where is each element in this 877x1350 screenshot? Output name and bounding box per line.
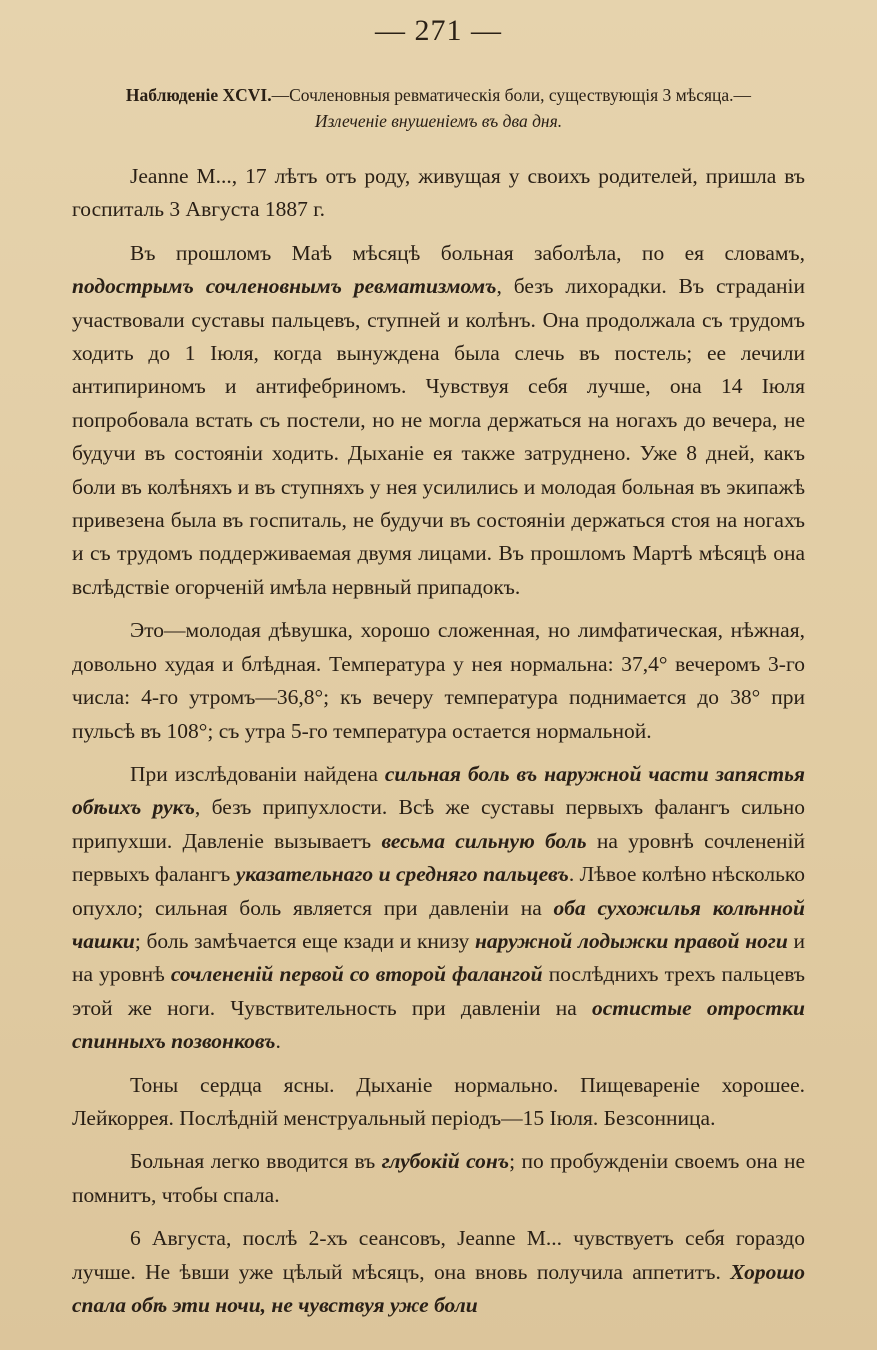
text-run: , безъ лихорадки. Въ страданіи участвовали суставы пальцевъ, ступней и колѣнъ. Она продолжала съ трудомъ ходить до 1 Іюля, когда вынуждена была слечь въ постель; ее лечили антипириномъ и антифебриномъ. Чувствуя себя лучше, она 14 Іюля попробовала встать съ постели, но не могла держаться на ногахъ до вечера, не будучи въ состояніи ходить. Дыханіе ея также затруднено. Уже 8 дней, какъ боли въ колѣняхъ и въ ступняхъ у нея усилились и молодая больная въ экипажѣ привезена была въ госпиталь, не будучи въ состояніи держаться стоя на ногахъ и съ трудомъ поддерживаемая двумя лицами. Въ прошломъ Мартѣ мѣсяцѣ она вслѣдствіе огорченій имѣла нервный припадокъ.	[72, 274, 805, 599]
emphasis-run: Хорошо спала обѣ эти ночи, не чувствуя уже боли	[72, 1259, 806, 1317]
emphasis-run: указательнаго и средняго пальцевъ	[235, 862, 569, 887]
observation-number: Наблюденіе XCVI.	[125, 85, 272, 105]
text-run: на уровнѣ сочлененій первыхъ фалангъ	[72, 828, 806, 887]
emphasis-run: сочлененій первой со второй фалангой	[170, 962, 543, 987]
observation-title: —Сочленовныя ревматическія боли, существующія 3 мѣсяца.—	[271, 85, 752, 105]
paragraph-progress	[72, 1222, 805, 1322]
emphasis-run: оба сухожилья колѣнной чашки	[72, 895, 806, 953]
text-run: .	[275, 1029, 281, 1054]
text-run: . Лѣвое колѣно нѣсколько опухло; сильная боль является при давленіи на	[72, 862, 805, 920]
observation-heading	[72, 82, 805, 134]
paragraph-history	[72, 237, 805, 604]
emphasis-run: остистые отростки спинныхъ позвонковъ	[72, 995, 806, 1054]
emphasis-run: сильная боль въ наружной части запястья обѣихъ рукъ	[72, 761, 806, 820]
emphasis-run: глубокій сонъ	[381, 1149, 510, 1174]
observation-subtitle: Излеченіе внушеніемъ въ два дня.	[314, 111, 563, 131]
emphasis-run: наружной лодыжки правой ноги	[474, 928, 788, 953]
text-run: При изслѣдованіи найдена	[130, 761, 378, 786]
emphasis-run: подострымъ сочленовнымъ ревматизмомъ	[72, 274, 497, 299]
paragraph-intro: Jeanne M..., 17 лѣтъ отъ роду, живущая у своихъ родителей, пришла въ госпиталь 3 Августа 1887 г.	[72, 164, 805, 222]
text-run: ; боль замѣчается еще кзади и книзу	[134, 928, 470, 953]
page-number: — 271 —	[375, 14, 502, 47]
text-run: , безъ припухлости. Всѣ же суставы первыхъ фалангъ сильно припухши. Давленіе вызываетъ	[72, 795, 806, 853]
emphasis-run: весьма сильную боль	[381, 828, 587, 853]
paragraph-examination	[72, 758, 805, 1059]
text-run: Больная легко вводится въ	[130, 1149, 376, 1174]
text-run: Въ прошломъ Маѣ мѣсяцѣ больная заболѣла, по ея словамъ,	[130, 240, 805, 265]
text-run: и на уровнѣ	[72, 928, 806, 987]
text-run: ; по пробужденіи своемъ она не помнитъ, чтобы спала.	[72, 1149, 805, 1207]
text-run: послѣднихъ трехъ пальцевъ этой же ноги. Чувствительность при давленіи на	[72, 962, 806, 1020]
paragraph-condition: Это—молодая дѣвушка, хорошо сложенная, но лимфатическая, нѣжная, довольно худая и блѣдная. Температура у нея нормальна: 37,4° вечеромъ 3-го числа: 4-го утромъ—36,8°; къ вечеру температура поднимается до 38° при пульсѣ въ 108°; съ утра 5-го температура остается нормальной.	[72, 618, 805, 743]
paragraph-findings: Тоны сердца ясны. Дыханіе нормально. Пищевареніе хорошее. Лейкоррея. Послѣдній менструальный періодъ—15 Іюля. Безсонница.	[72, 1072, 805, 1130]
text-run: 6 Августа, послѣ 2-хъ сеансовъ, Jeanne M... чувствуетъ себя гораздо лучше. Не ѣвши уже цѣлый мѣсяцъ, она вновь получила аппетитъ.	[72, 1226, 805, 1284]
paragraph-hypnosis	[72, 1145, 805, 1212]
